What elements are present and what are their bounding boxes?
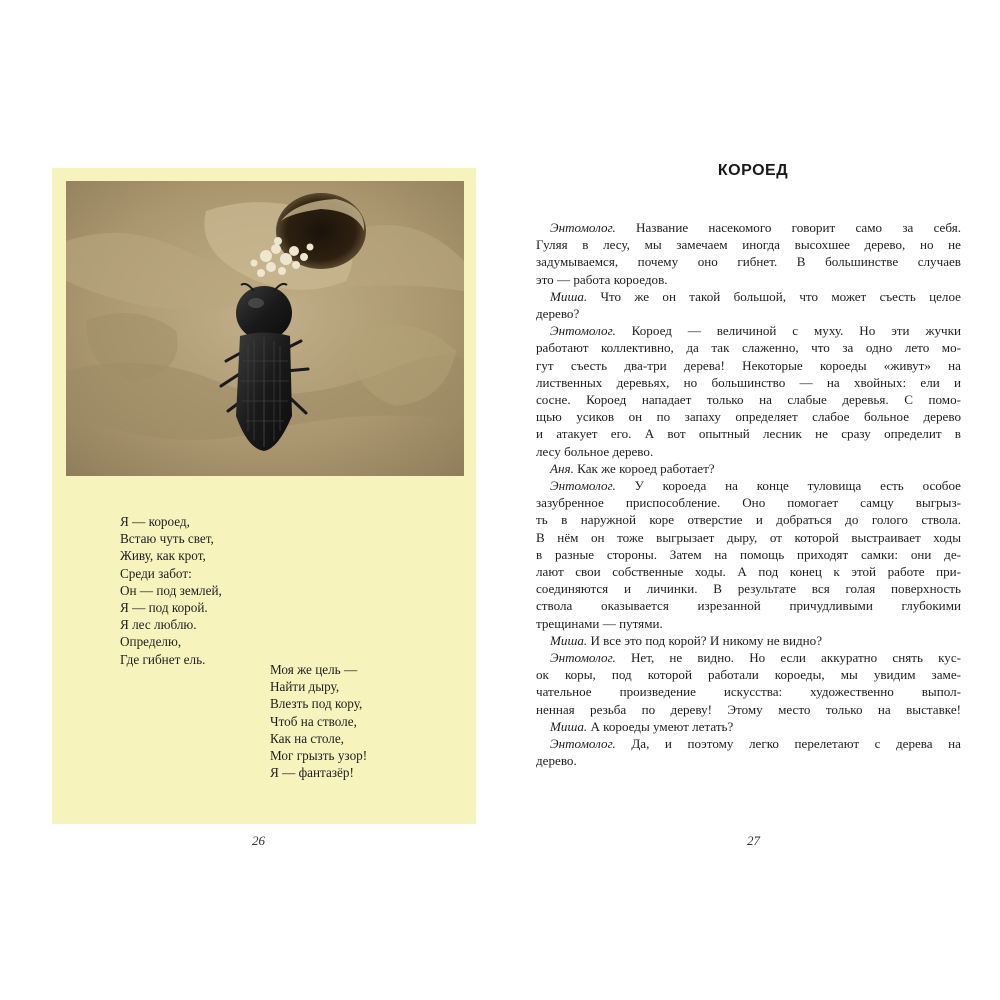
text-line — [536, 701, 961, 718]
poem-line: Найти дыру, — [270, 679, 340, 695]
line-text: У короеда на конце туловища есть особое — [615, 478, 961, 494]
poem-line: Где гибнет ель. — [120, 651, 206, 667]
speaker-name: Миша. — [550, 718, 588, 734]
text-line — [536, 511, 961, 528]
line-text: зазубренное приспособление. Оно помогает самцу выгрыз- — [536, 495, 961, 511]
line-text: задумываемся, почему оно гибнет. В большинстве случаев — [536, 254, 961, 270]
poem-line: Я лес люблю. — [120, 617, 197, 633]
text-line — [536, 649, 961, 666]
poem-stanza-1 — [120, 513, 222, 668]
line-text: лиственных деревьях, но большинство — на хвойных: ели и — [536, 374, 961, 390]
dialogue-text — [536, 219, 961, 770]
text-line — [536, 253, 961, 270]
line-text: лают свои собственные ходы. А под конец к этой работе при- — [536, 564, 961, 580]
line-text: это — работа короедов. — [536, 271, 668, 287]
speaker-name: Энтомолог. — [550, 650, 616, 666]
bark-beetle-photo — [66, 181, 464, 476]
text-line — [536, 236, 961, 253]
speaker-name: Миша. — [550, 288, 588, 304]
speaker-name: Энтомолог. — [550, 323, 616, 339]
text-line — [536, 615, 961, 632]
line-text: Название насекомого говорит само за себя. — [615, 220, 961, 235]
line-text: соединяются и личинки. В результате вся голая поверхность — [536, 581, 961, 597]
line-text: щью усиков он по запаху определяет слабое больное дерево — [536, 409, 961, 425]
line-text: и атакует его. А вот опытный лесник не сразу определит в — [536, 426, 961, 442]
line-text: чательное произведение искусства: художественно выпол- — [536, 684, 961, 700]
line-text: работают коллективно, да так слаженно, что за одно лето мо- — [536, 340, 961, 356]
text-line — [536, 683, 961, 700]
poem-line: Я — под корой. — [120, 600, 208, 616]
poem-line: Он — под землей, — [120, 582, 222, 598]
text-line — [536, 494, 961, 511]
speaker-name: Аня. — [550, 460, 574, 476]
line-text: Как же короед работает? — [573, 460, 715, 476]
poem-line: Влезть под кору, — [270, 696, 363, 712]
speaker-name: Энтомолог. — [550, 478, 616, 494]
text-line — [536, 288, 961, 305]
poem-line: Чтоб на стволе, — [270, 713, 357, 729]
line-text: ненная резьба по дереву! Этому место только на выставке! — [536, 701, 961, 717]
text-line — [536, 735, 961, 752]
page-number-left: 26 — [252, 833, 265, 848]
text-line — [536, 477, 961, 494]
text-line — [536, 305, 961, 322]
poem-line: Определю, — [120, 634, 182, 650]
poem-line: Как на столе, — [270, 730, 344, 746]
line-text: ть в наружной коре отверстие и добраться до голого ствола. — [536, 512, 961, 528]
poem-line: Моя же цель — — [270, 662, 358, 677]
text-line — [536, 529, 961, 546]
text-line — [536, 408, 961, 425]
line-text: дерево? — [536, 306, 580, 322]
text-line — [536, 219, 961, 236]
text-line — [536, 339, 961, 356]
line-text: Короед — величиной с муху. Но эти жучки — [615, 323, 961, 339]
text-line — [536, 322, 961, 339]
text-line — [536, 374, 961, 391]
text-line — [536, 391, 961, 408]
text-line — [536, 597, 961, 614]
line-text: ствола оказывается изрезанной причудливыми глубокими — [536, 598, 961, 614]
text-line — [536, 460, 961, 477]
text-line — [536, 666, 961, 683]
poem-line: Я — фантазёр! — [270, 765, 354, 781]
speaker-name: Миша. — [550, 632, 588, 648]
line-text: Да, и поэтому легко перелетают с дерева на — [615, 736, 961, 752]
text-line — [536, 580, 961, 597]
line-text: трещинами — путями. — [536, 615, 663, 631]
line-text: дерево. — [536, 753, 577, 769]
poem-line: Среди забот: — [120, 565, 192, 581]
speaker-name: Энтомолог. — [550, 220, 616, 235]
text-line — [536, 357, 961, 374]
line-text: гут съесть два-три дерева! Некоторые короеды «живут» на — [536, 357, 961, 373]
page-number-right: 27 — [747, 833, 760, 848]
line-text: ок коры, под которой работали короеды, мы увидим заме- — [536, 667, 961, 683]
line-text: в разные стороны. Затем на помощь приходят самки: они де- — [536, 546, 961, 562]
speaker-name: Энтомолог. — [550, 736, 616, 752]
bark-beetle-image — [66, 181, 464, 476]
line-text: лесу больное дерево. — [536, 443, 654, 459]
poem-stanza-2 — [270, 661, 367, 781]
line-text: И все это под корой? И никому не видно? — [587, 632, 823, 648]
line-text: А короеды умеют летать? — [587, 718, 734, 734]
text-line — [536, 632, 961, 649]
line-text: сосне. Короед нападает только на слабые деревья. С помо- — [536, 392, 961, 408]
text-line — [536, 443, 961, 460]
poem-line: Встаю чуть свет, — [120, 531, 214, 547]
text-line — [536, 563, 961, 580]
line-text: В нём он тоже выгрызает дыру, от которой выстраивает ходы — [536, 529, 961, 545]
line-text: Нет, не видно. Но если аккуратно снять кус- — [615, 650, 961, 666]
text-line — [536, 718, 961, 735]
line-text: Что же он такой большой, что может съесть целое — [587, 288, 961, 304]
line-text: Гуляя в лесу, мы замечаем иногда высохшее дерево, но не — [536, 237, 961, 253]
text-line — [536, 752, 961, 769]
text-line — [536, 546, 961, 563]
text-line — [536, 425, 961, 442]
chapter-title: КОРОЕД — [717, 162, 789, 179]
poem-line: Я — короед, — [120, 514, 190, 529]
poem-line: Мог грызть узор! — [270, 748, 368, 764]
poem-line: Живу, как крот, — [120, 548, 206, 564]
text-line — [536, 271, 961, 288]
